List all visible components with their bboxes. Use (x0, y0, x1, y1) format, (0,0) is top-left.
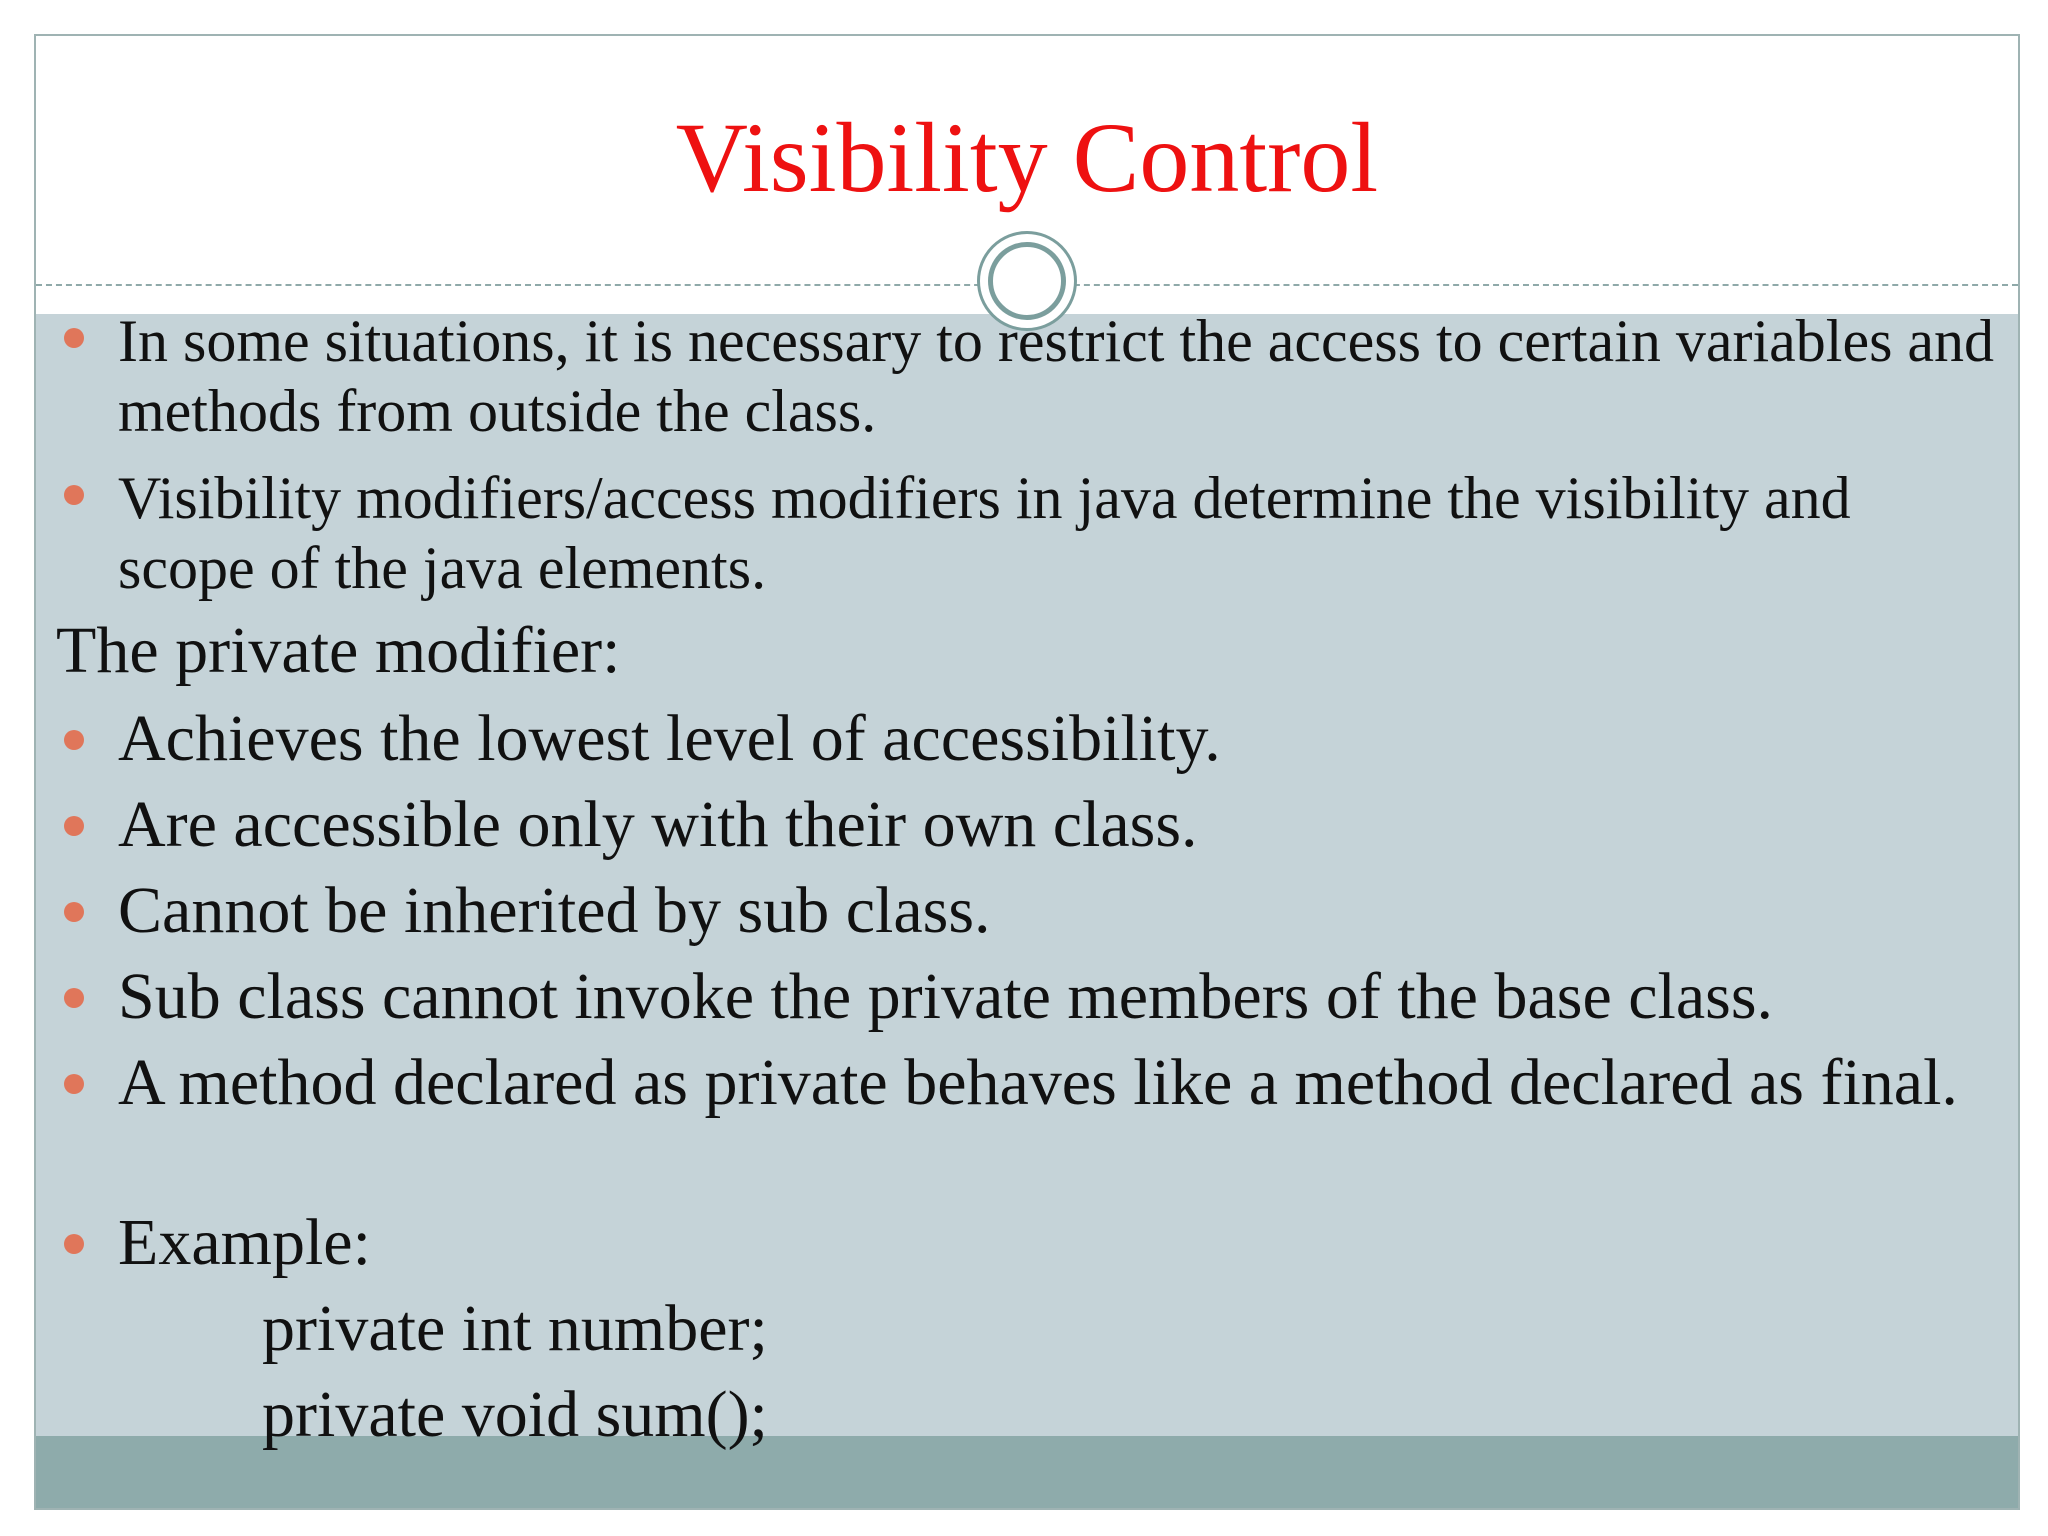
slide (34, 34, 2020, 1510)
bullet-icon (64, 902, 84, 922)
private-bullet-4 (118, 960, 1998, 1034)
private-bullet-6 (118, 1206, 1998, 1280)
private-bullet-1 (118, 702, 1998, 776)
private-bullet-text: Are accessible only with their own class. (118, 788, 1198, 861)
intro-bullet-2 (118, 463, 1998, 603)
private-bullet-3 (118, 874, 1998, 948)
private-bullet-text: A method declared as private behaves like a method declared as final. (118, 1046, 1958, 1119)
private-bullet-2 (118, 788, 1998, 862)
bullet-icon (64, 328, 84, 348)
private-modifier-heading: The private modifier: (56, 614, 621, 687)
private-bullet-text: Achieves the lowest level of accessibility. (118, 702, 1221, 775)
code-line-2: private void sum(); (262, 1378, 768, 1451)
private-bullet-text: Cannot be inherited by sub class. (118, 874, 991, 947)
intro-bullet-text: In some situations, it is necessary to restrict the access to certain variables and methods from outside the class. (118, 308, 1995, 444)
slide-body (36, 36, 2018, 1508)
bullet-icon (64, 1234, 84, 1254)
code-line-1: private int number; (262, 1292, 768, 1365)
private-bullet-5 (118, 1046, 1998, 1120)
bullet-icon (64, 730, 84, 750)
bullet-icon (64, 988, 84, 1008)
bullet-icon (64, 485, 84, 505)
private-bullet-text: Example: (118, 1206, 371, 1279)
bullet-icon (64, 1074, 84, 1094)
intro-bullet-1 (118, 306, 1998, 446)
bullet-icon (64, 816, 84, 836)
private-bullet-text: Sub class cannot invoke the private members of the base class. (118, 960, 1774, 1033)
slide-title: Visibility Control (675, 102, 1379, 213)
intro-bullet-text: Visibility modifiers/access modifiers in java determine the visibility and scope of the java elements. (118, 465, 1851, 601)
